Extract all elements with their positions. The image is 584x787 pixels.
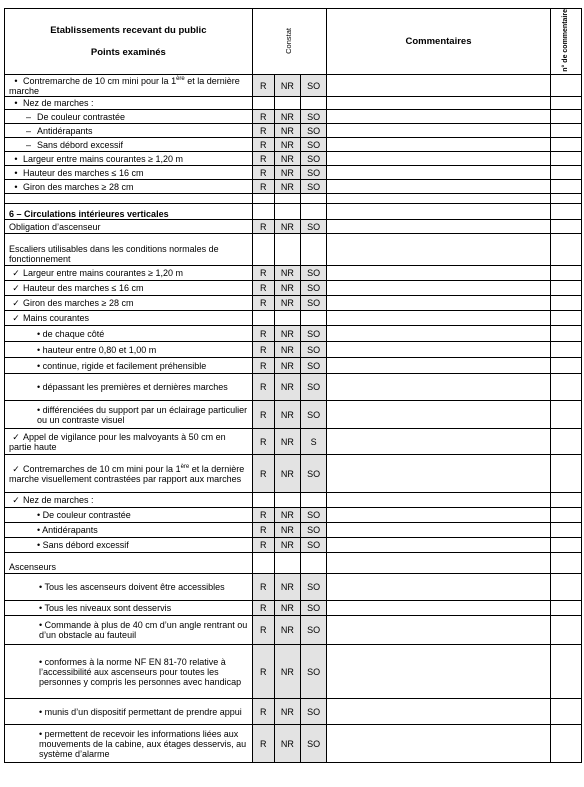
header-num-cell [550,9,581,75]
code-nr[interactable]: NR [274,138,300,152]
code-nr[interactable]: NR [274,266,300,281]
point-cell: – De couleur contrastée [5,110,253,124]
comment-number-cell[interactable] [550,204,581,220]
code-nr[interactable]: NR [274,166,300,180]
comment-cell[interactable] [327,220,551,234]
comment-cell[interactable] [327,138,551,152]
comment-number-cell[interactable] [550,725,581,763]
point-cell: • conformes à la norme NF EN 81-70 relative à l’accessibilité aux ascenseurs pour toutes les personnes y compris les personnes avec handicap [5,645,253,699]
code-nr[interactable]: NR [274,342,300,358]
comment-number-cell[interactable] [550,455,581,493]
code-r[interactable]: R [252,699,274,725]
comment-cell[interactable] [327,97,551,110]
bullet-icon: • [14,167,18,178]
code-so[interactable]: SO [301,725,327,763]
code-so[interactable]: SO [301,342,327,358]
comment-number-cell[interactable] [550,166,581,180]
code-so[interactable]: SO [301,110,327,124]
code-r[interactable]: R [252,124,274,138]
comment-cell[interactable] [327,311,551,326]
header-row [5,9,582,75]
code-r[interactable]: R [252,110,274,124]
comment-number-cell[interactable] [550,374,581,401]
bullet-icon: • [37,382,41,392]
table-row [5,616,582,645]
comment-cell[interactable] [327,725,551,763]
code-nr[interactable]: NR [274,725,300,763]
code-nr[interactable]: NR [274,616,300,645]
table-row [5,220,582,234]
code-so[interactable]: SO [301,220,327,234]
comment-cell[interactable] [327,601,551,616]
code-so[interactable]: SO [301,508,327,523]
code-nr[interactable]: NR [274,358,300,374]
code-nr[interactable]: NR [274,75,300,97]
bullet-icon: • [39,656,43,667]
comment-number-cell[interactable] [550,311,581,326]
table-row [5,138,582,152]
comment-cell[interactable] [327,508,551,523]
point-cell: • de chaque côté [5,326,253,342]
point-cell: • Giron des marches ≥ 28 cm [5,180,253,194]
bullet-icon: • [39,728,43,739]
comment-cell[interactable] [327,616,551,645]
point-cell: Ascenseurs [5,553,253,574]
table-row [5,699,582,725]
point-cell: ✓ Largeur entre mains courantes ≥ 1,20 m [5,266,253,281]
bullet-icon: • [39,582,43,592]
table-row [5,645,582,699]
point-cell: • Nez de marches : [5,97,253,110]
comment-cell[interactable] [327,166,551,180]
comment-number-cell[interactable] [550,326,581,342]
code-nr[interactable]: NR [274,152,300,166]
table-row [5,601,582,616]
code-so[interactable]: SO [301,645,327,699]
comment-cell[interactable] [327,374,551,401]
header-points-cell [5,9,253,75]
point-cell: • continue, rigide et facilement préhensible [5,358,253,374]
point-cell: • permettent de recevoir les informations liées aux mouvements de la cabine, aux étages desservis, au système d’alarme [5,725,253,763]
comment-cell[interactable] [327,401,551,429]
code-r[interactable]: R [252,538,274,553]
point-cell: • Contremarche de 10 cm mini pour la 1ère et la dernière marche [5,75,253,97]
comment-number-cell[interactable] [550,220,581,234]
comment-number-cell[interactable] [550,493,581,508]
comment-cell[interactable] [327,124,551,138]
code-so[interactable]: SO [301,374,327,401]
code-r[interactable]: R [252,75,274,97]
code-nr[interactable]: NR [274,601,300,616]
comment-number-cell[interactable] [550,234,581,266]
code-nr[interactable]: NR [274,523,300,538]
comment-number-cell[interactable] [550,429,581,455]
table-row [5,358,582,374]
point-cell: • Antidérapants [5,523,253,538]
code-nr[interactable]: NR [274,281,300,296]
bullet-icon: • [37,525,41,535]
table-row [5,538,582,553]
code-r[interactable]: R [252,296,274,311]
checklist-table [4,8,582,763]
code-so[interactable]: SO [301,75,327,97]
point-cell: • Hauteur des marches ≤ 16 cm [5,166,253,180]
comment-number-cell[interactable] [550,296,581,311]
table-row [5,75,582,97]
bullet-icon: • [37,360,41,371]
code-nr[interactable]: NR [274,455,300,493]
table-row [5,281,582,296]
code-r[interactable]: R [252,180,274,194]
comment-number-cell[interactable] [550,538,581,553]
code-r[interactable]: R [252,138,274,152]
bullet-icon: • [14,98,18,108]
comment-number-cell[interactable] [550,281,581,296]
comment-cell[interactable] [327,574,551,601]
comment-number-cell[interactable] [550,75,581,97]
comment-cell[interactable] [327,296,551,311]
comment-cell[interactable] [327,645,551,699]
bullet-icon: • [14,153,18,164]
table-row [5,180,582,194]
comment-cell[interactable] [327,553,551,574]
table-row [5,97,582,110]
table-row [5,725,582,763]
point-cell: ✓ Giron des marches ≥ 28 cm [5,296,253,311]
code-r[interactable]: R [252,616,274,645]
code-r[interactable]: R [252,455,274,493]
comment-number-cell[interactable] [550,508,581,523]
point-cell: • Commande à plus de 40 cm d’un angle rentrant ou d’un obstacle au fauteuil [5,616,253,645]
table-row [5,455,582,493]
point-cell: • Tous les niveaux sont desservis [5,601,253,616]
comment-number-cell[interactable] [550,601,581,616]
point-cell: • hauteur entre 0,80 et 1,00 m [5,342,253,358]
point-cell: • différenciées du support par un éclairage particulier ou un contraste visuel [5,401,253,429]
comment-number-cell[interactable] [550,138,581,152]
code-r[interactable]: R [252,220,274,234]
code-so[interactable]: SO [301,296,327,311]
code-so[interactable]: SO [301,574,327,601]
comment-number-cell[interactable] [550,574,581,601]
point-cell: • De couleur contrastée [5,508,253,523]
table-row [5,429,582,455]
code-r[interactable]: R [252,508,274,523]
check-icon: ✓ [12,431,20,442]
code-so[interactable]: SO [301,124,327,138]
header-title: Etablissements recevant du public [50,24,207,36]
point-cell: ✓ Mains courantes [5,311,253,326]
table-row [5,493,582,508]
header-constat: Constat [284,27,294,54]
bullet-icon: • [37,540,41,550]
header-num-comment: n° de commentaire [561,9,569,72]
code-nr[interactable]: NR [274,110,300,124]
dash-icon: – [25,111,31,122]
comment-cell[interactable] [327,358,551,374]
code-r[interactable]: R [252,326,274,342]
table-row [5,311,582,326]
table-row [5,508,582,523]
comment-number-cell[interactable] [550,699,581,725]
code-so[interactable]: SO [301,601,327,616]
comment-number-cell[interactable] [550,124,581,138]
code-r[interactable]: R [252,374,274,401]
comment-cell[interactable] [327,699,551,725]
point-cell: • munis d’un dispositif permettant de prendre appui [5,699,253,725]
comment-cell[interactable] [327,266,551,281]
comment-number-cell[interactable] [550,553,581,574]
comment-cell[interactable] [327,281,551,296]
code-nr[interactable]: NR [274,220,300,234]
bullet-icon: • [37,510,41,520]
code-nr[interactable]: NR [274,574,300,601]
table-row [5,266,582,281]
comment-cell[interactable] [327,493,551,508]
comment-number-cell[interactable] [550,180,581,194]
code-so[interactable]: SO [301,266,327,281]
code-r[interactable]: R [252,401,274,429]
check-icon: ✓ [12,313,20,323]
code-r[interactable]: R [252,152,274,166]
code-nr[interactable]: NR [274,699,300,725]
table-row [5,110,582,124]
code-r[interactable]: R [252,574,274,601]
comment-number-cell[interactable] [550,152,581,166]
code-r[interactable]: R [252,601,274,616]
check-icon: ✓ [12,268,20,278]
bullet-icon: • [37,404,41,415]
spacer-row [5,194,582,204]
point-cell: • Sans débord excessif [5,538,253,553]
code-so[interactable]: SO [301,326,327,342]
code-so[interactable]: SO [301,455,327,493]
comment-number-cell[interactable] [550,401,581,429]
code-nr[interactable]: NR [274,326,300,342]
comment-cell[interactable] [327,342,551,358]
bullet-icon: • [39,603,43,613]
code-nr[interactable]: NR [274,508,300,523]
code-so[interactable]: SO [301,358,327,374]
code-nr[interactable]: NR [274,401,300,429]
table-row [5,401,582,429]
header-commentaires: Commentaires [327,9,551,75]
comment-number-cell[interactable] [550,616,581,645]
point-cell: ✓ Contremarches de 10 cm mini pour la 1ère et la dernière marche visuellement contrastées par rapport aux marches [5,455,253,493]
dash-icon: – [25,125,31,136]
code-r[interactable]: R [252,281,274,296]
check-icon: ✓ [12,283,20,293]
bullet-icon: • [37,344,41,355]
table-row [5,374,582,401]
code-nr[interactable]: NR [274,296,300,311]
code-so[interactable]: SO [301,523,327,538]
comment-cell[interactable] [327,152,551,166]
code-so[interactable]: SO [301,166,327,180]
code-so[interactable]: SO [301,138,327,152]
point-cell: – Sans débord excessif [5,138,253,152]
comment-cell[interactable] [327,180,551,194]
code-so[interactable]: SO [301,152,327,166]
code-so[interactable]: SO [301,180,327,194]
bullet-icon: • [14,75,18,86]
point-cell: • Tous les ascenseurs doivent être accessibles [5,574,253,601]
code-r[interactable]: R [252,342,274,358]
comment-number-cell[interactable] [550,523,581,538]
dash-icon: – [25,139,31,150]
comment-cell[interactable] [327,204,551,220]
code-r[interactable]: R [252,266,274,281]
code-r[interactable]: R [252,166,274,180]
table-row [5,574,582,601]
comment-number-cell[interactable] [550,342,581,358]
table-row [5,124,582,138]
check-icon: ✓ [12,463,20,474]
check-icon: ✓ [12,298,20,308]
code-r[interactable]: R [252,358,274,374]
code-so[interactable]: SO [301,401,327,429]
comment-number-cell[interactable] [550,110,581,124]
code-nr[interactable]: NR [274,645,300,699]
table-row [5,234,582,266]
section-title: 6 – Circulations intérieures verticales [5,204,253,220]
point-cell: Obligation d’ascenseur [5,220,253,234]
comment-number-cell[interactable] [550,97,581,110]
table-row [5,523,582,538]
comment-number-cell[interactable] [550,358,581,374]
code-nr[interactable]: NR [274,429,300,455]
check-icon: ✓ [12,495,20,505]
point-cell: ✓ Hauteur des marches ≤ 16 cm [5,281,253,296]
code-so[interactable]: SO [301,699,327,725]
code-so[interactable]: SO [301,281,327,296]
code-s[interactable]: S [301,429,327,455]
code-r[interactable]: R [252,523,274,538]
bullet-icon: • [39,620,43,630]
code-nr[interactable]: NR [274,374,300,401]
code-so[interactable]: SO [301,538,327,553]
header-constat-cell [252,9,327,75]
code-r[interactable]: R [252,725,274,763]
bullet-icon: • [39,706,43,717]
comment-cell[interactable] [327,110,551,124]
point-cell: Escaliers utilisables dans les conditions normales de fonctionnement [5,234,253,266]
table-row [5,553,582,574]
code-r[interactable]: R [252,429,274,455]
point-cell: ✓ Nez de marches : [5,493,253,508]
code-nr[interactable]: NR [274,124,300,138]
point-cell: • Largeur entre mains courantes ≥ 1,20 m [5,152,253,166]
table-row [5,342,582,358]
code-so[interactable]: SO [301,616,327,645]
table-row [5,296,582,311]
point-cell: • dépassant les premières et dernières marches [5,374,253,401]
section-row [5,204,582,220]
comment-cell[interactable] [327,523,551,538]
comment-number-cell[interactable] [550,645,581,699]
point-cell: ✓ Appel de vigilance pour les malvoyants à 50 cm en partie haute [5,429,253,455]
header-subtitle: Points examinés [90,46,166,58]
comment-cell[interactable] [327,234,551,266]
point-cell: – Antidérapants [5,124,253,138]
table-row [5,166,582,180]
comment-cell[interactable] [327,429,551,455]
comment-cell[interactable] [327,326,551,342]
code-nr[interactable]: NR [274,538,300,553]
table-row [5,152,582,166]
comment-number-cell[interactable] [550,266,581,281]
code-nr[interactable]: NR [274,180,300,194]
bullet-icon: • [37,328,41,339]
bullet-icon: • [14,181,18,192]
comment-cell[interactable] [327,455,551,493]
comment-cell[interactable] [327,538,551,553]
table-row [5,326,582,342]
comment-cell[interactable] [327,75,551,97]
code-r[interactable]: R [252,645,274,699]
